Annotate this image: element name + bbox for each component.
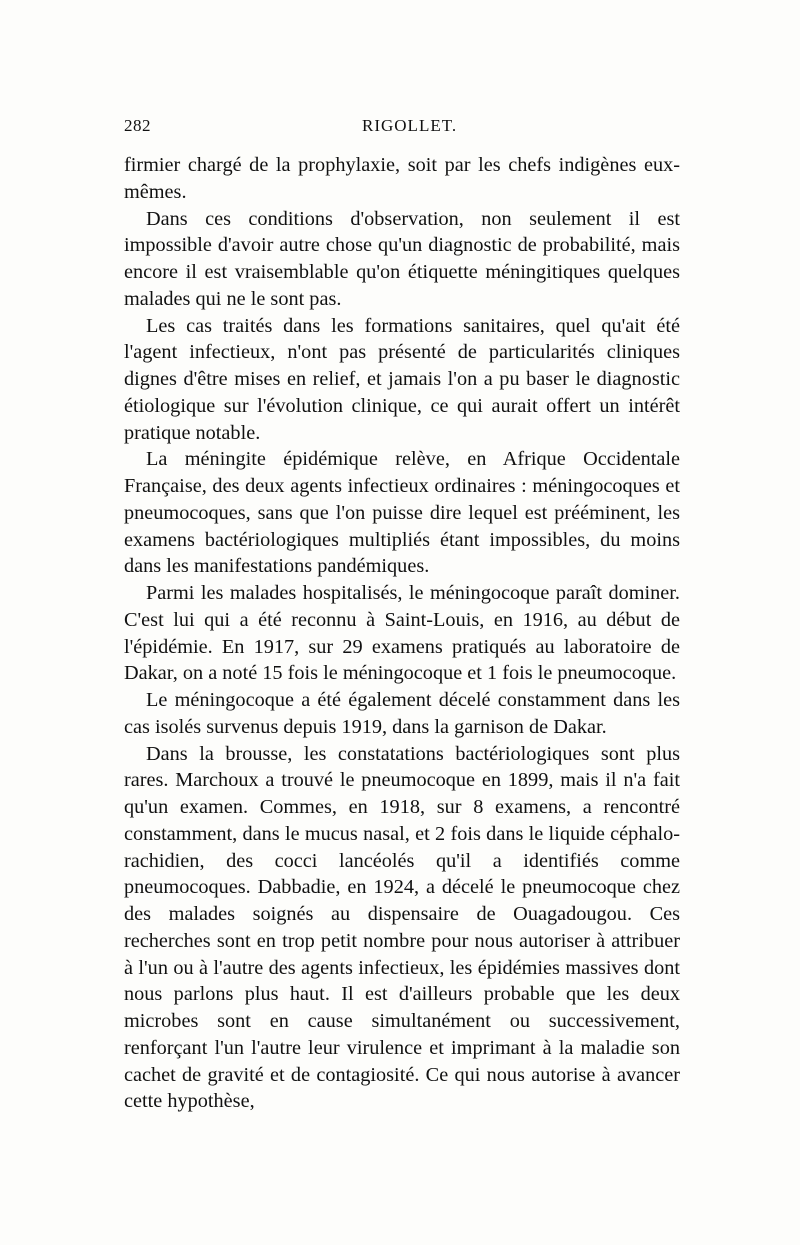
paragraph-1: firmier chargé de la prophylaxie, soit par les chefs indigènes eux-mêmes.: [124, 154, 680, 203]
page-number: 282: [124, 116, 151, 135]
running-header: [124, 116, 684, 146]
paragraph-7: Dans la brousse, les constatations bactériologiques sont plus rares. Marchoux a trouvé le pneumocoque en 1899, mais il n'a fait qu'un examen. Commes, en 1918, sur 8 examens, a rencontré constamment, dans le mucus nasal, et 2 fois dans le liquide céphalo-rachidien, des cocci lancéolés qu'il a identifiés comme pneumocoques. Dabbadie, en 1924, a décelé le pneumocoque chez des malades soignés au dispensaire de Ouagadougou. Ces recherches sont en trop petit nombre pour nous autoriser à attribuer à l'un ou à l'autre des agents infectieux, les épidémies massives dont nous parlons plus haut. Il est d'ailleurs probable que les deux microbes sont en cause simultanément ou successivement, renforçant l'un l'autre leur virulence et imprimant à la maladie son cachet de gravité et de contagiosité. Ce qui nous autorise à avancer cette hypothèse,: [124, 742, 680, 1113]
paragraph-3: Les cas traités dans les formations sanitaires, quel qu'ait été l'agent infectieux, n'ont pas présenté de particularités cliniques dignes d'être mises en relief, et jamais l'on a pu baser le diagnostic étiologique sur l'évolution clinique, ce qui aurait offert un intérêt pratique notable.: [124, 314, 680, 444]
body-text: [124, 152, 680, 1115]
running-title: RIGOLLET.: [362, 116, 458, 135]
paragraph-5: Parmi les malades hospitalisés, le méningocoque paraît dominer. C'est lui qui a été reconnu à Saint-Louis, en 1916, au début de l'épidémie. En 1917, sur 29 examens pratiqués au laboratoire de Dakar, on a noté 15 fois le méningocoque et 1 fois le pneumocoque.: [124, 582, 680, 685]
paragraph-2: Dans ces conditions d'observation, non seulement il est impossible d'avoir autre chose qu'un diagnostic de probabilité, mais encore il est vraisemblable qu'on étiquette méningitiques quelques malades qui ne le sont pas.: [124, 207, 680, 310]
paragraph-6: Le méningocoque a été également décelé constamment dans les cas isolés survenus depuis 1919, dans la garnison de Dakar.: [124, 689, 680, 738]
paragraph-4: La méningite épidémique relève, en Afrique Occidentale Française, des deux agents infectieux ordinaires : méningocoques et pneumocoques, sans que l'on puisse dire lequel est prééminent, les examens bactériologiques multipliés étant impossibles, du moins dans les manifestations pandémiques.: [124, 448, 680, 578]
